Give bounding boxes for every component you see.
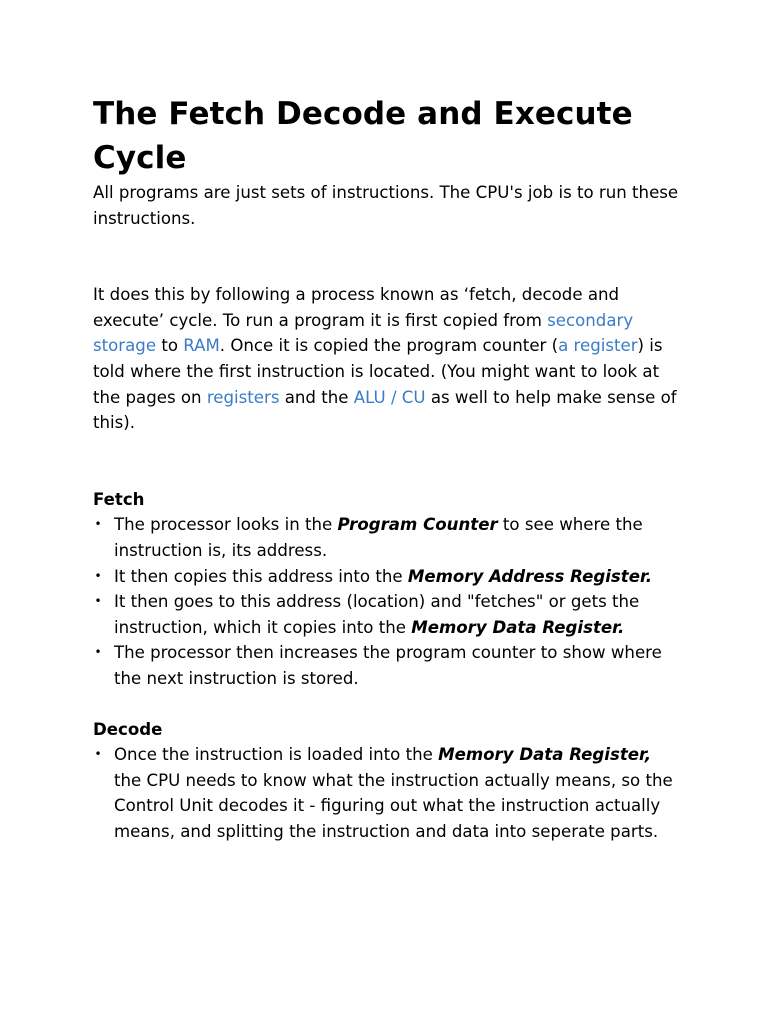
page-title: The Fetch Decode and Execute Cycle [93, 96, 633, 176]
text-run: Once the instruction is loaded into the [114, 745, 439, 765]
fetch-heading: Fetch [93, 489, 145, 509]
text-run: It does this by following a process known as ‘fetch, decode and execute’ cycle. To run a program it is first copied from [93, 285, 620, 330]
secondary-storage-link[interactable]: secondary storage [93, 310, 634, 356]
a-register-link[interactable]: a register [558, 336, 638, 356]
ram-link[interactable]: RAM [183, 336, 220, 356]
process-paragraph [93, 282, 683, 436]
text-run: It then goes to this address (location) and "fetches" or gets the instruction, which it copies into the [114, 592, 640, 637]
bullet-icon: • [94, 645, 102, 660]
text-run: the CPU needs to know what the instruction actually means, so the Control Unit decodes it - figuring out what the instruction actually means, and splitting the instruction and data into seperate parts. [114, 770, 673, 841]
text-run: The processor then increases the program counter to show where the next instruction is stored. [114, 643, 662, 688]
term-emphasis: Program Counter [337, 515, 498, 535]
bullet-icon: • [94, 517, 102, 532]
document-page [93, 92, 683, 844]
list-item [94, 742, 683, 844]
text-run: to see where the instruction is, its address. [114, 515, 643, 560]
text-run: ) is told where the first instruction is located. (You might want to look at the pages on [93, 336, 663, 407]
text-run: It then copies this address into the [114, 566, 408, 586]
term-emphasis: Memory Data Register. [411, 617, 625, 637]
text-run: The processor looks in the [114, 515, 338, 535]
term-emphasis: Memory Data Register, [438, 745, 652, 765]
registers-link[interactable]: registers [206, 387, 280, 407]
bullet-icon: • [94, 747, 102, 762]
decode-heading: Decode [93, 719, 163, 739]
text-run: as well to help make sense of this). [93, 387, 677, 433]
bullet-icon: • [94, 594, 102, 609]
bullet-icon: • [94, 568, 102, 583]
list-item [94, 564, 683, 590]
text-run: and the [279, 387, 354, 407]
text-run: to [156, 336, 184, 356]
list-item [94, 640, 683, 691]
list-item [94, 512, 683, 563]
decode-list [93, 742, 683, 844]
list-item [94, 589, 683, 640]
alu-cu-link[interactable]: ALU / CU [353, 387, 426, 407]
intro-paragraph: All programs are just sets of instructions. The CPU's job is to run these instructions. [93, 183, 679, 228]
term-emphasis: Memory Address Register. [407, 566, 653, 586]
fetch-list [93, 512, 683, 691]
text-run: . Once it is copied the program counter ( [219, 336, 559, 356]
